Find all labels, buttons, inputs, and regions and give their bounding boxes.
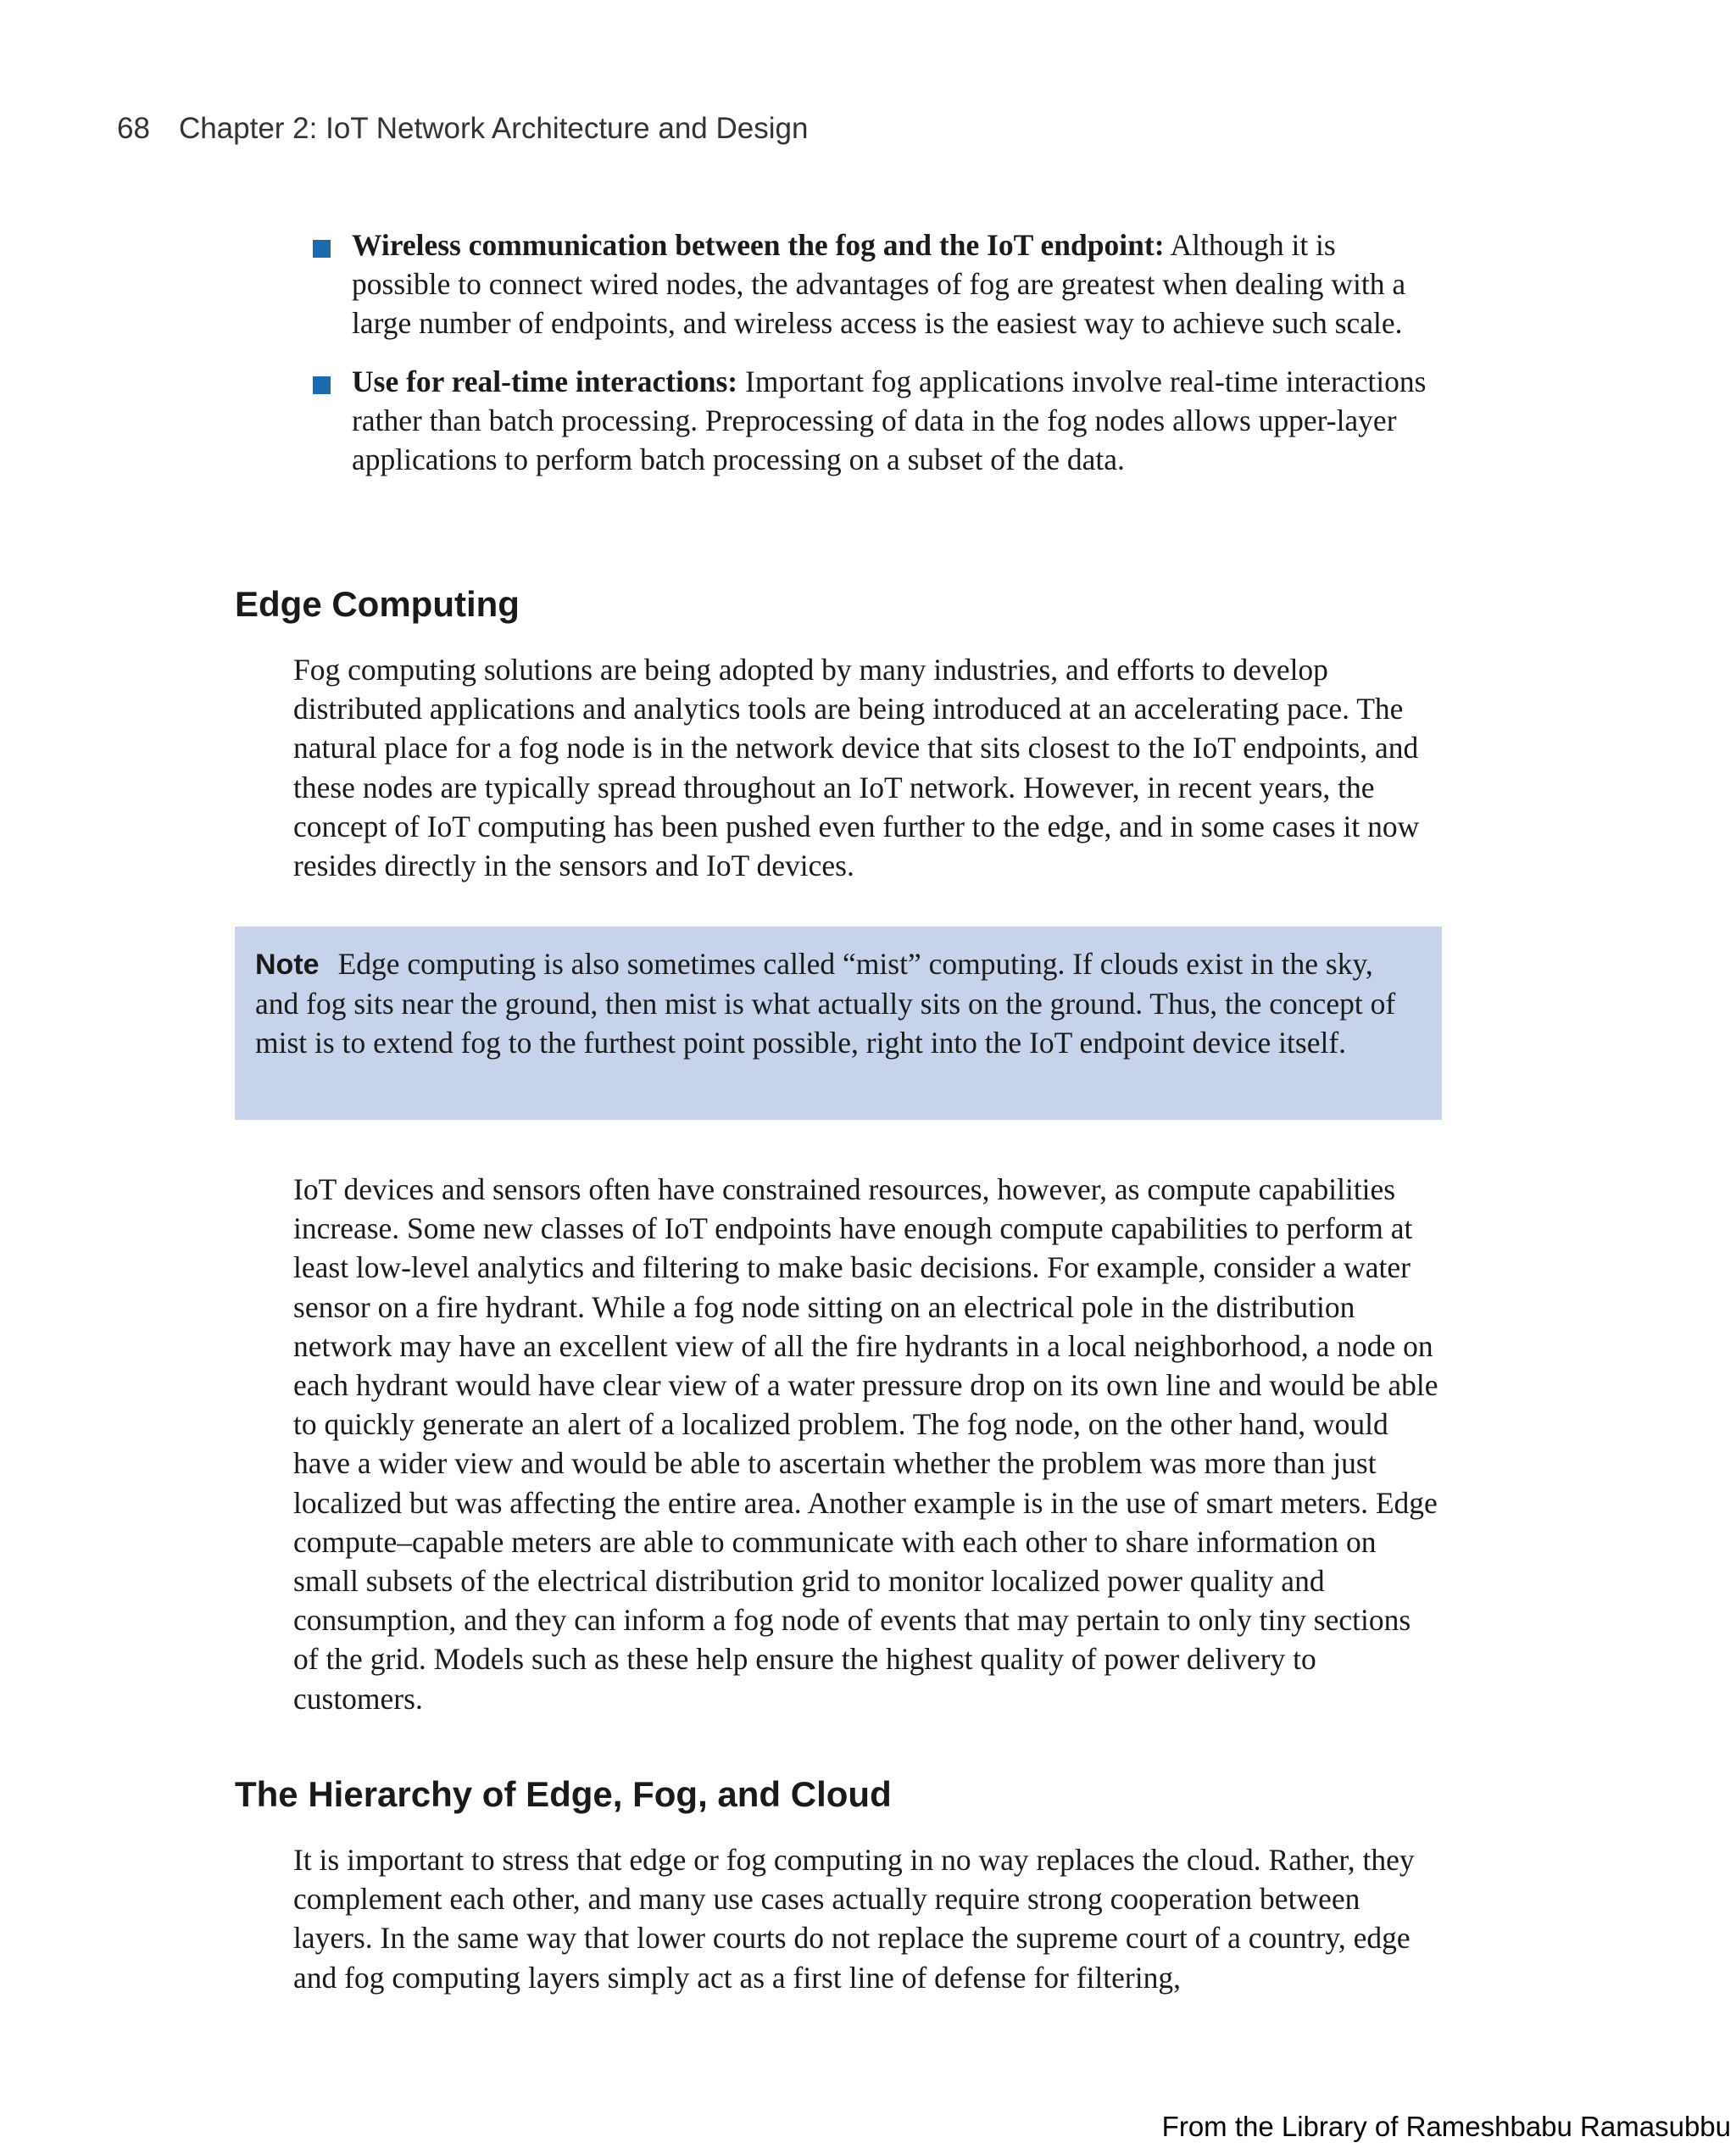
bullet-item <box>352 225 1438 343</box>
section-heading-edge-computing: Edge Computing <box>235 584 520 624</box>
note-label: Note <box>255 949 320 981</box>
square-bullet-icon <box>313 240 331 258</box>
running-header <box>117 112 808 146</box>
hierarchy-paragraph-1: It is important to stress that edge or fog computing in no way replaces the cloud. Rather, they complement each other, and many use cases actually require strong cooperation between layers. In the same way that lower courts do not replace the supreme court of a country, edge and fog computing layers simply act as a first line of defense for filtering, <box>293 1843 1415 1995</box>
square-bullet-icon <box>313 376 331 394</box>
bullet-text: Important fog applications involve real-time interactions rather than batch processing. Preprocessing of data in the fog nodes allows upper-layer applications to perform batch processing on a subset of the data. <box>352 364 1427 477</box>
bullet-term: Wireless communication between the fog and the IoT endpoint: <box>352 228 1165 262</box>
library-footer: From the Library of Rameshbabu Ramasubbu <box>1161 2111 1731 2142</box>
section-heading-hierarchy: The Hierarchy of Edge, Fog, and Cloud <box>235 1774 892 1814</box>
edge-computing-paragraph-1: Fog computing solutions are being adopted by many industries, and efforts to develop distributed applications and analytics tools are being introduced at an accelerating pace. The natural place for a fog node is in the network device that sits closest to the IoT endpoints, and these nodes are typically spread throughout an IoT network. However, in recent years, the concept of IoT computing has been pushed even further to the edge, and in some cases it now resides directly in the sensors and IoT devices. <box>293 653 1420 883</box>
bullet-list <box>352 225 1438 498</box>
bullet-term: Use for real-time interactions: <box>352 364 738 398</box>
note-box <box>235 927 1442 1120</box>
bullet-text: Although it is possible to connect wired nodes, the advantages of fog are greatest when dealing with a large number of endpoints, and wireless access is the easiest way to achieve such scale. <box>352 228 1406 341</box>
chapter-title: Chapter 2: IoT Network Architecture and Design <box>178 112 809 145</box>
page-number: 68 <box>117 112 150 145</box>
edge-computing-paragraph-2: IoT devices and sensors often have constrained resources, however, as compute capabilities increase. Some new classes of IoT endpoints have enough compute capabilities to perform at least low-level analytics and filtering to make basic decisions. For example, consider a water sensor on a fire hydrant. While a fog node sitting on an electrical pole in the distribution network may have an excellent view of all the fire hydrants in a local neighborhood, a node on each hydrant would have clear view of a water pressure drop on its own line and would be able to quickly generate an alert of a localized problem. The fog node, on the other hand, would have a wider view and would be able to ascertain whether the problem was more than just localized but was affecting the entire area. Another example is in the use of smart meters. Edge compute–capable meters are able to communicate with each other to share information on small subsets of the electrical distribution grid to monitor localized power quality and consumption, and they can inform a fog node of events that may pertain to only tiny sections of the grid. Models such as these help ensure the highest quality of power delivery to customers. <box>293 1172 1438 1716</box>
note-text: Edge computing is also sometimes called “mist” computing. If clouds exist in the sky, and fog sits near the ground, then mist is what actually sits on the ground. Thus, the concept of mist is to extend fog to the furthest point possible, right into the IoT endpoint device itself. <box>255 947 1396 1060</box>
bullet-item <box>352 362 1438 480</box>
